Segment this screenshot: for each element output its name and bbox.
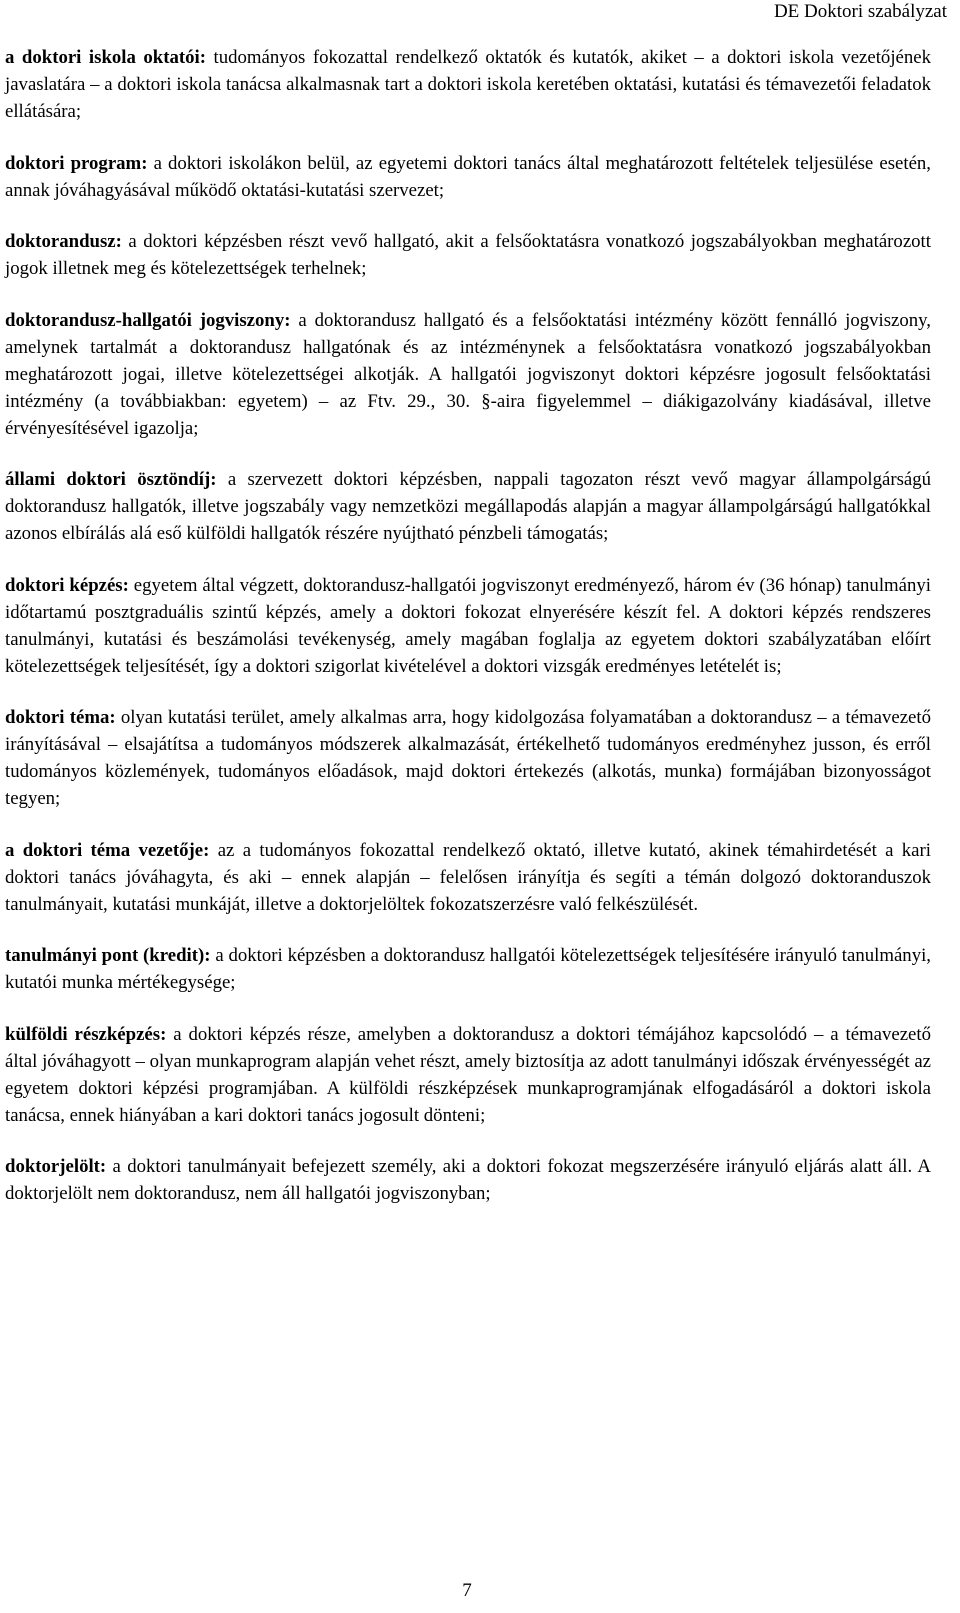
definition-text: a szervezett doktori képzésben, nappali tagozaton részt vevő magyar állampolgárságú doktorandusz hallgatók, illetve jogszabály vagy nemzetközi megállapodás alapján a magyar állampolgárságú hallgatókkal azonos elbírálás alá eső külföldi hallgatók részére nyújtható pénzbeli támogatás; (5, 469, 932, 544)
definition-item (5, 1153, 931, 1207)
definition-item (5, 1021, 931, 1129)
definition-text: egyetem által végzett, doktorandusz-hallgatói jogviszonyt eredményező, három év (36 hónap) tanulmányi időtartamú posztgraduális szintű képzés, amely a doktori fokozat elnyerésére készít fel. A doktori képzés rendszeres tanulmányi, kutatási és beszámolási tevékenység, amely magában foglalja az egyetem doktori szabályzatában előírt kötelezettségek teljesítését, így a doktori szigorlat kivételével a doktori vizsgák eredményes letételét is; (5, 574, 931, 677)
definition-item (5, 572, 931, 680)
definition-term: a doktori téma vezetője: (5, 839, 210, 861)
definition-item (5, 307, 931, 442)
definition-term: a doktori iskola oktatói: (5, 47, 207, 68)
definition-term: doktori program: (5, 152, 148, 174)
definition-item (5, 466, 931, 547)
definition-text: olyan kutatási terület, amely alkalmas arra, hogy kidolgozása folyamatában a doktorandusz – a témavezető irányításával – elsajátítsa a tudományos módszerek alkalmazását, értékelhető tudományos eredményhez jusson, és erről tudományos közlemények, tudományos előadások, majd doktori értekezés (alkotás, munka) formájában bizonyosságot tegyen; (5, 707, 931, 809)
definition-term: doktorjelölt: (5, 1156, 107, 1177)
definition-text: a doktorandusz hallgató és a felsőoktatási intézmény között fennálló jogviszony, amelynek tartalmát a doktorandusz hallgatónak és az intézménynek a felsőoktatásra vonatkozó jogszabályokban meghatározott jogai, illetve kötelezettségei alkotják. A hallgatói jogviszonyt doktori képzésre jogosult felsőoktatási intézmény (a továbbiakban: egyetem) – az Ftv. 29., 30. §-aira figyelemmel – diákigazolvány kiadásával, illetve érvényesítésével igazolja; (5, 309, 931, 439)
running-header: DE Doktori szabályzat (773, 1, 947, 22)
definition-term: doktori képzés: (5, 574, 129, 596)
definition-term: külföldi részképzés: (5, 1023, 167, 1045)
definition-term: doktori téma: (5, 707, 116, 728)
definition-term: állami doktori ösztöndíj: (5, 469, 217, 490)
definition-item (5, 44, 931, 125)
definition-text: a doktori iskolákon belül, az egyetemi doktori tanács által meghatározott feltételek teljesülése esetén, annak jóváhagyásával működő oktatási-kutatási szervezet; (5, 152, 931, 201)
definition-term: doktorandusz: (5, 231, 122, 252)
definition-text: tudományos fokozattal rendelkező oktatók és kutatók, akiket – a doktori iskola vezetőjének javaslatára – a doktori iskola tanácsa alkalmasnak tart a doktori iskola keretében oktatási, kutatási és témavezetői feladatok ellátására; (5, 47, 931, 122)
definition-text: a doktori képzésben a doktorandusz hallgatói kötelezettségek teljesítésére irányuló tanulmányi, kutatói munka mértékegysége; (5, 945, 931, 993)
definition-text: a doktori képzés része, amelyben a doktorandusz a doktori témájához kapcsolódó – a témavezető által jóváhagyott – olyan munkaprogram alapján vehet részt, amely biztosítja az adott tanulmányi időszak érvényességét az egyetem doktori képzési programjában. A külföldi részképzések munkaprogramjának elfogadásáról a doktori iskola tanácsa, ennek hiányában a kari doktori tanács jogosult dönteni; (5, 1023, 931, 1126)
definition-item (5, 837, 931, 918)
definition-text: a doktori képzésben részt vevő hallgató, akit a felsőoktatásra vonatkozó jogszabályokban meghatározott jogok illetnek meg és kötelezettségek terhelnek; (5, 231, 931, 279)
definition-text: a doktori tanulmányait befejezett személy, aki a doktori fokozat megszerzésére irányuló eljárás alatt áll. A doktorjelölt nem doktorandusz, nem áll hallgatói jogviszonyban; (5, 1156, 931, 1204)
definition-item (5, 150, 931, 204)
definition-term: doktorandusz-hallgatói jogviszony: (5, 309, 291, 331)
definitions-list (5, 44, 931, 1232)
page-number: 7 (462, 1580, 472, 1601)
definition-item (5, 704, 931, 812)
definition-item (5, 942, 931, 996)
definition-text: az a tudományos fokozattal rendelkező oktató, illetve kutató, akinek témahirdetését a kari doktori tanács jóváhagyta, és aki – ennek alapján – felelősen irányítja és segíti a témán dolgozó doktoranduszok tanulmányait, kutatási munkáját, illetve a doktorjelöltek fokozatszerzésre való felkészülését. (5, 839, 931, 915)
definition-item (5, 228, 931, 282)
definition-term: tanulmányi pont (kredit): (5, 945, 211, 966)
